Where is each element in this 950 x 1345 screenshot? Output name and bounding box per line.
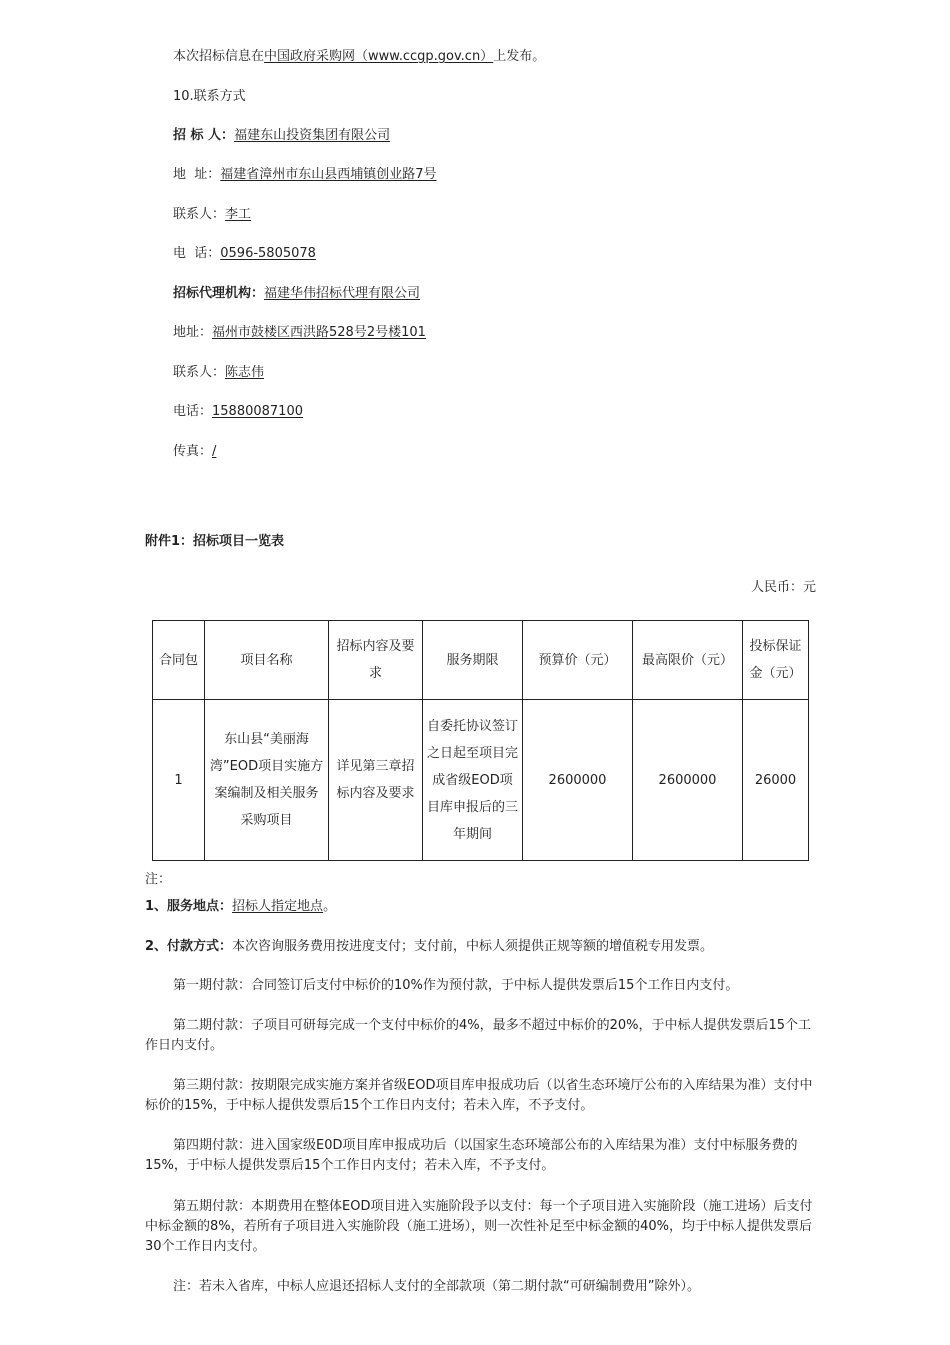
payment-phase-5: 第五期付款：本期费用在整体EOD项目进入实施阶段予以支付：每一个子项目进入实施阶段（施工进场）后支付中标金额的8%，若所有子项目进入实施阶段（施工进场），则一次性补足至中标金额的40%，均于中标人提供发票后30个工作日内支付。 (145, 1199, 813, 1254)
agency-address: 地址：福州市鼓楼区西洪路528号2号楼101 (173, 325, 426, 340)
tenderer-phone: 电 话：0596-5805078 (173, 246, 316, 261)
payment-method: 2、付款方式：本次咨询服务费用按进度支付；支付前，中标人须提供正规等额的增值税专用发票。 (145, 939, 714, 954)
table-row (153, 700, 809, 861)
header-cell: 投标保证金（元） (743, 621, 809, 700)
table-header-row (153, 621, 809, 700)
publish-note: 本次招标信息在中国政府采购网（www.ccgp.gov.cn）上发布。 (173, 49, 546, 64)
notes-label: 注： (145, 872, 172, 887)
cell-budget: 2600000 (523, 700, 633, 861)
cell-max-price: 2600000 (633, 700, 743, 861)
agency-name: 招标代理机构：福建华伟招标代理有限公司 (173, 286, 421, 301)
final-note: 注：若未入省库，中标人应退还招标人支付的全部款项（第二期付款“可研编制费用”除外）。 (173, 1279, 700, 1294)
cell-requirements: 详见第三章招标内容及要求 (329, 700, 423, 861)
header-cell: 预算价（元） (523, 621, 633, 700)
header-cell: 合同包 (153, 621, 205, 700)
contact-heading: 10.联系方式 (173, 89, 246, 104)
annex-title: 附件1：招标项目一览表 (145, 534, 285, 549)
tenderer-address: 地 址：福建省漳州市东山县西埔镇创业路7号 (173, 167, 437, 182)
header-cell: 最高限价（元） (633, 621, 743, 700)
agency-fax: 传真：/ (173, 444, 217, 459)
cell-project-name: 东山县“美丽海湾”EOD项目实施方案编制及相关服务采购项目 (205, 700, 329, 861)
ccgp-link[interactable]: 中国政府采购网（www.ccgp.gov.cn） (264, 49, 494, 64)
cell-service-period: 自委托协议签订之日起至项目完成省级EOD项目库申报后的三年期间 (423, 700, 523, 861)
cell-package: 1 (153, 700, 205, 861)
header-cell: 项目名称 (205, 621, 329, 700)
service-location: 1、服务地点：招标人指定地点。 (145, 899, 337, 914)
payment-phase-4: 第四期付款：进入国家级E0D项目库申报成功后（以国家生态环境部公布的入库结果为准）支付中标服务费的15%，于中标人提供发票后15个工作日内支付；若未入库，不予支付。 (145, 1138, 798, 1173)
payment-phase-3: 第三期付款：按期限完成实施方案并省级EOD项目库申报成功后（以省生态环境厅公布的入库结果为准）支付中标价的15%，于中标人提供发票后15个工作日内支付；若未入库，不予支付。 (145, 1078, 813, 1113)
cell-deposit: 26000 (743, 700, 809, 861)
bid-items-table (152, 620, 809, 861)
header-cell: 服务期限 (423, 621, 523, 700)
currency-note: 人民币：元 (750, 580, 816, 595)
header-cell: 招标内容及要求 (329, 621, 423, 700)
tenderer-name: 招 标 人：福建东山投资集团有限公司 (173, 128, 391, 143)
agency-contact: 联系人：陈志伟 (173, 365, 265, 380)
tenderer-contact: 联系人：李工 (173, 207, 252, 222)
payment-phase-2: 第二期付款：子项目可研每完成一个支付中标价的4%，最多不超过中标价的20%，于中标人提供发票后15个工作日内支付。 (145, 1018, 812, 1053)
payment-phase-1: 第一期付款：合同签订后支付中标价的10%作为预付款，于中标人提供发票后15个工作日内支付。 (173, 978, 739, 993)
agency-phone: 电话：15880087100 (173, 404, 303, 419)
